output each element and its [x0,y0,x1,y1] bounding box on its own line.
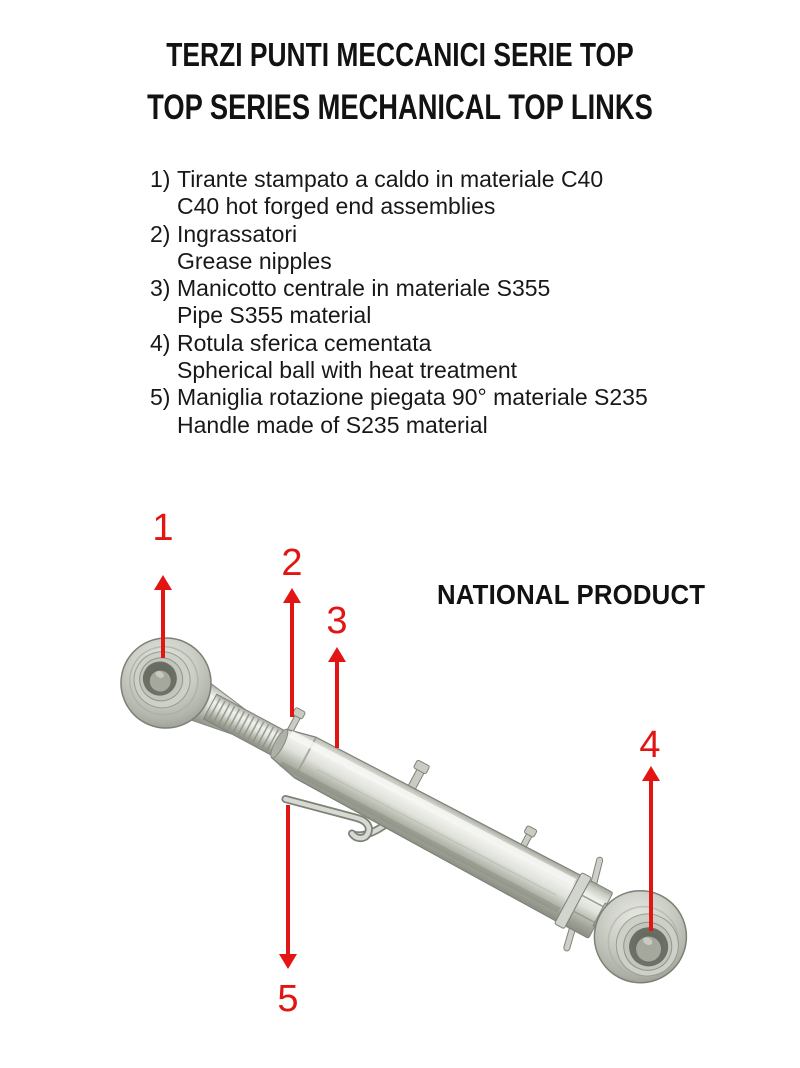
feature-number: 4) [150,329,171,356]
feature-text-en: Handle made of S235 material [177,411,488,438]
callout-label-1: 1 [152,507,174,549]
callout-label-2: 2 [281,542,303,584]
callout-label-5: 5 [277,978,299,1020]
page-title-italian: TERZI PUNTI MECCANICI SERIE TOP [166,36,634,73]
feature-number: 1) [150,166,171,192]
feature-number: 3) [150,275,171,302]
feature-text-en: Grease nipples [177,247,332,274]
page-title-english: TOP SERIES MECHANICAL TOP LINKS [147,88,653,127]
feature-text-it: Manicotto centrale in materiale S355 [177,275,551,302]
feature-text-it: Tirante stampato a caldo in materiale C40 [177,166,604,192]
central-sleeve [263,719,584,923]
callout-arrow-5-icon [286,805,290,955]
feature-number: 5) [150,384,171,411]
callout-label-4: 4 [639,724,661,766]
national-product-label: NATIONAL PRODUCT [437,579,706,610]
callout-arrow-1-icon [161,589,165,658]
top-link-body [104,616,706,1001]
feature-text-it: Maniglia rotazione piegata 90° materiale S235 [177,384,648,411]
feature-text-en: Pipe S355 material [177,302,372,329]
feature-text-en: C40 hot forged end assemblies [177,193,496,220]
callout-arrow-3-icon [335,661,339,748]
feature-number: 2) [150,220,171,247]
feature-text-en: Spherical ball with heat treatment [177,357,518,384]
callout-arrow-4-icon [649,780,653,931]
feature-text-it: Rotula sferica cementata [177,329,432,356]
callout-arrow-2-icon [290,602,294,717]
callout-label-3: 3 [326,600,348,642]
feature-text-it: Ingrassatori [177,220,298,247]
